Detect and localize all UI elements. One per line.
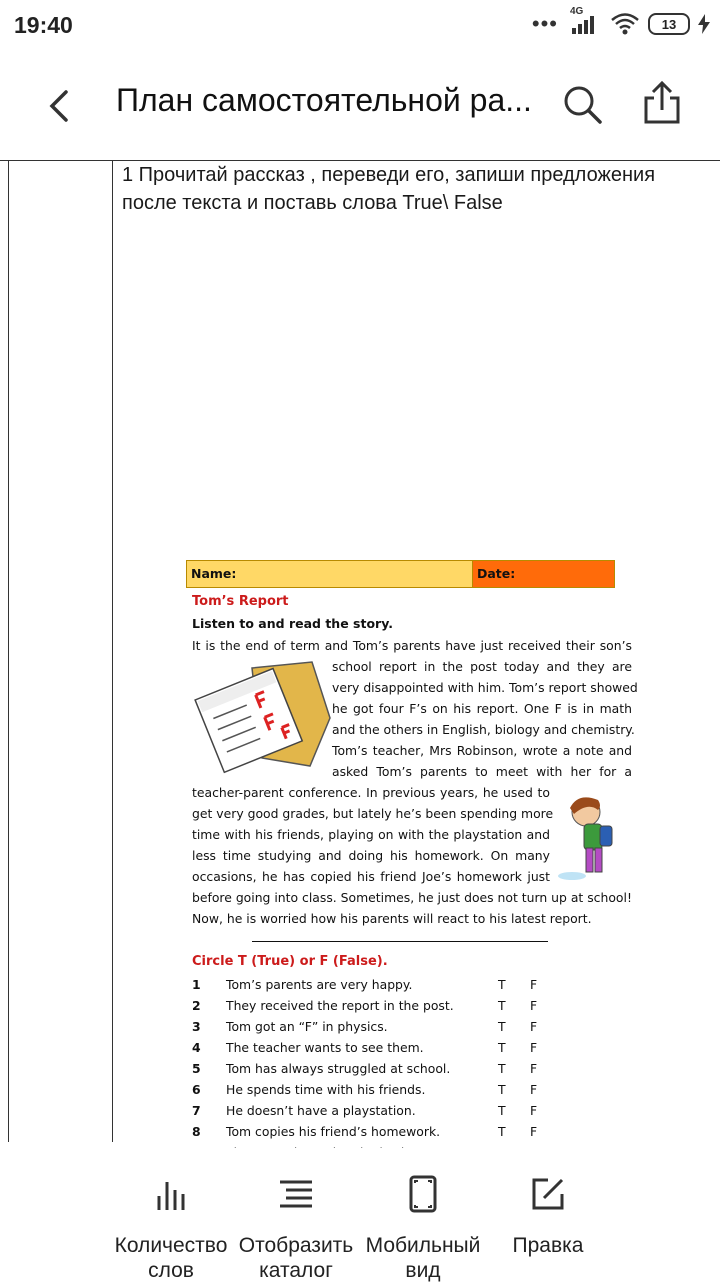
- edit-label: Правка: [512, 1234, 584, 1257]
- question-number: 6: [192, 1082, 201, 1097]
- worksheet-title: Tom’s Report: [192, 594, 289, 609]
- question-row: [192, 1040, 632, 1060]
- question-row: [192, 1082, 632, 1102]
- false-option: F: [530, 977, 538, 992]
- story-line: he got four F’s on his report. One F is in math: [332, 701, 632, 716]
- false-option: F: [530, 1040, 538, 1055]
- date-label: Date:: [472, 561, 614, 587]
- question-text: Tom has always struggled at school.: [226, 1061, 451, 1076]
- story-line: occasions, he has copied his friend Joe’s homework just: [192, 869, 550, 884]
- story-line: before going into class. Sometimes, he just does not turn up at school!: [192, 890, 632, 905]
- task-instruction: 1 Прочитай рассказ , переведи его, запиши предложения после текста и поставь слова True\ False: [122, 164, 656, 214]
- true-option: T: [498, 1082, 506, 1097]
- question-row: [192, 1061, 632, 1081]
- question-row: [192, 1019, 632, 1039]
- question-text: Tom’s parents are very happy.: [226, 977, 413, 992]
- true-option: T: [498, 998, 506, 1013]
- true-option: T: [498, 1061, 506, 1076]
- false-option: F: [530, 1082, 538, 1097]
- question-text: He spends time with his friends.: [226, 1082, 426, 1097]
- question-number: 3: [192, 1019, 201, 1034]
- story-line: get very good grades, but lately he’s been spending more: [192, 806, 554, 821]
- document-view[interactable]: [0, 158, 720, 1140]
- back-arrow-icon[interactable]: [40, 86, 80, 126]
- story-line: Now, he is worried how his parents will react to his latest report.: [192, 911, 592, 926]
- question-number: 8: [192, 1124, 201, 1139]
- status-bar: [0, 0, 720, 52]
- story-line: It is the end of term and Tom’s parents have just received their son’s: [192, 638, 632, 653]
- battery-icon: [648, 13, 690, 35]
- false-option: F: [530, 1124, 538, 1139]
- story-line: less time studying and doing his homework. On many: [192, 848, 550, 863]
- story-line: school report in the post today and they are: [332, 659, 632, 674]
- app-bar: [0, 60, 720, 150]
- mobile-view-button[interactable]: [359, 1174, 487, 1283]
- share-icon[interactable]: [640, 80, 684, 126]
- mobile-view-icon: [403, 1174, 443, 1214]
- question-number: 1: [192, 977, 201, 992]
- question-number: 4: [192, 1040, 201, 1055]
- word-count-button[interactable]: [107, 1174, 235, 1283]
- false-option: F: [530, 1103, 538, 1118]
- mobile-view-label: Мобильный вид: [365, 1234, 481, 1282]
- story-line: very disappointed with him. Tom’s report showed: [332, 680, 638, 695]
- edit-icon: [528, 1174, 568, 1214]
- question-number: 2: [192, 998, 201, 1013]
- worksheet-subtitle: Listen to and read the story.: [192, 616, 393, 631]
- name-label: Name:: [187, 561, 472, 587]
- question-row: [192, 998, 632, 1018]
- true-option: T: [498, 1124, 506, 1139]
- status-icons: [531, 6, 710, 38]
- true-option: T: [498, 1103, 506, 1118]
- document-title: План самостоятельной ра...: [116, 82, 532, 118]
- question-text: The teacher wants to see them.: [226, 1040, 424, 1055]
- story-line: asked Tom’s parents to meet with her for a: [332, 764, 632, 779]
- battery-level: 13: [661, 16, 677, 32]
- question-text: He doesn’t have a playstation.: [226, 1103, 416, 1118]
- question-row: [192, 977, 632, 997]
- question-text: Tom got an “F” in physics.: [226, 1019, 388, 1034]
- word-count-icon: [151, 1174, 191, 1214]
- report-card-illustration: [192, 658, 332, 776]
- more-dots-icon: •••: [531, 11, 558, 36]
- exercise-title: Circle T (True) or F (False).: [192, 954, 388, 969]
- question-number: 5: [192, 1061, 201, 1076]
- table-border: [112, 160, 113, 1142]
- bottom-toolbar: [0, 1148, 720, 1280]
- true-option: T: [498, 1040, 506, 1055]
- divider: [252, 941, 548, 942]
- show-catalog-button[interactable]: [232, 1174, 360, 1283]
- question-text: Tom copies his friend’s homework.: [226, 1124, 441, 1139]
- story-line: and the others in English, biology and chemistry.: [332, 722, 635, 737]
- catalog-list-icon: [276, 1174, 316, 1214]
- word-count-label: Количество слов: [114, 1234, 228, 1282]
- question-text: They received the report in the post.: [226, 998, 454, 1013]
- true-option: T: [498, 977, 506, 992]
- table-border: [8, 160, 9, 1142]
- story-line: Tom’s teacher, Mrs Robinson, wrote a note and: [332, 743, 632, 758]
- story-line: teacher-parent conference. In previous years, he used to: [192, 785, 550, 800]
- false-option: F: [530, 1019, 538, 1034]
- question-number: 7: [192, 1103, 201, 1118]
- false-option: F: [530, 998, 538, 1013]
- charging-icon: [698, 14, 710, 34]
- status-time: 19:40: [14, 12, 73, 38]
- signal-icon: [566, 6, 602, 38]
- story-line: time with his friends, playing on with the playstation and: [192, 827, 550, 842]
- false-option: F: [530, 1061, 538, 1076]
- edit-button[interactable]: [484, 1174, 612, 1258]
- worried-boy-illustration: [558, 792, 630, 884]
- wifi-icon: [610, 12, 640, 36]
- search-icon[interactable]: [560, 82, 604, 126]
- show-catalog-label: Отобразить каталог: [238, 1234, 354, 1282]
- network-type: 4G: [570, 6, 584, 17]
- name-date-bar: [186, 560, 615, 588]
- question-row: [192, 1103, 632, 1123]
- true-option: T: [498, 1019, 506, 1034]
- question-row: [192, 1124, 632, 1144]
